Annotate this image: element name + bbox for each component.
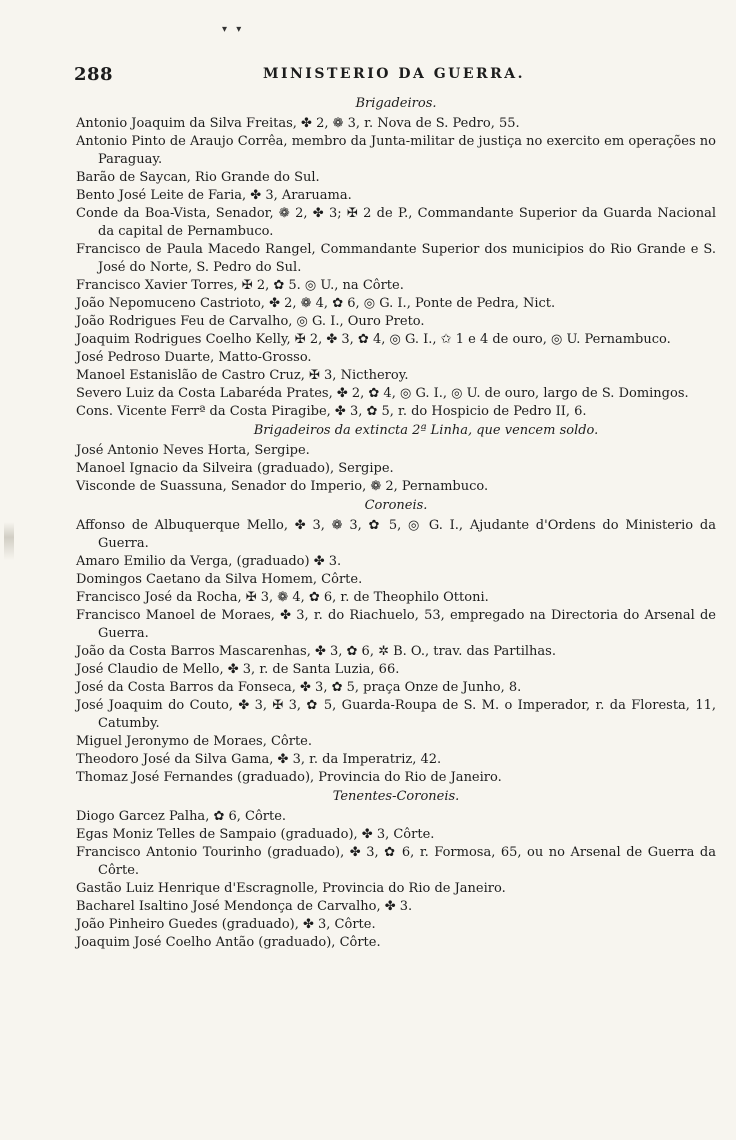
list-entry: Gastão Luiz Henrique d'Escragnolle, Provincia do Rio de Janeiro.	[76, 881, 506, 896]
list-entry: Amaro Emilio da Verga, (graduado) ✤ 3.	[76, 554, 342, 569]
running-head: MINISTERIO DA GUERRA.	[262, 66, 526, 82]
list-entry: Severo Luiz da Costa Labaréda Prates, ✤ 2, ✿ 4, ◎ G. I., ◎ U. de ouro, largo de S. Domingos.	[76, 386, 689, 401]
list-entry: Manoel Ignacio da Silveira (graduado), Sergipe.	[76, 461, 394, 476]
list-entry: José Antonio Neves Horta, Sergipe.	[76, 443, 310, 458]
list-entry: Barão de Saycan, Rio Grande do Sul.	[76, 170, 320, 185]
top-printer-mark: ▾ ▾	[222, 24, 245, 35]
list-entry: Bento José Leite de Faria, ✤ 3, Araruama.	[76, 188, 352, 203]
section-title: Coroneis.	[364, 498, 428, 513]
section	[76, 95, 716, 421]
list-entry: Conde da Boa-Vista, Senador, ❁ 2, ✤ 3; ✠ 2 de P., Commandante Superior da Guarda Nacional da capital de Pernambuco.	[76, 206, 716, 239]
list-entry: José Pedroso Duarte, Matto-Grosso.	[76, 350, 312, 365]
list-entry: Visconde de Suassuna, Senador do Imperio, ❁ 2, Pernambuco.	[76, 479, 489, 494]
list-entry: Francisco Xavier Torres, ✠ 2, ✿ 5. ◎ U., na Côrte.	[76, 278, 404, 293]
list-entry: José da Costa Barros da Fonseca, ✤ 3, ✿ 5, praça Onze de Junho, 8.	[76, 680, 522, 695]
page-number: 288	[74, 64, 114, 85]
list-entry: Joaquim Rodrigues Coelho Kelly, ✠ 2, ✤ 3, ✿ 4, ◎ G. I., ✩ 1 e 4 de ouro, ◎ U. Pernambuco.	[76, 332, 671, 347]
list-entry: Miguel Jeronymo de Moraes, Côrte.	[76, 734, 313, 749]
section-title: Brigadeiros.	[355, 96, 437, 111]
margin-stain	[4, 522, 14, 560]
list-entry: Antonio Joaquim da Silva Freitas, ✤ 2, ❁ 3, r. Nova de S. Pedro, 55.	[76, 116, 520, 131]
section-title: Brigadeiros da extincta 2ª Linha, que vencem soldo.	[253, 423, 599, 438]
list-entry: Domingos Caetano da Silva Homem, Côrte.	[76, 572, 363, 587]
list-entry: José Joaquim do Couto, ✤ 3, ✠ 3, ✿ 5, Guarda-Roupa de S. M. o Imperador, r. da Floresta, 11, Catumby.	[76, 698, 716, 731]
section	[76, 497, 716, 787]
list-entry: João da Costa Barros Mascarenhas, ✤ 3, ✿ 6, ✲ B. O., trav. das Partilhas.	[76, 644, 556, 659]
list-entry: Bacharel Isaltino José Mendonça de Carvalho, ✤ 3.	[76, 899, 413, 914]
list-entry: Thomaz José Fernandes (graduado), Provincia do Rio de Janeiro.	[76, 770, 502, 785]
list-entry: Francisco Manoel de Moraes, ✤ 3, r. do Riachuelo, 53, empregado na Directoria do Arsenal de Guerra.	[76, 608, 716, 641]
list-entry: João Pinheiro Guedes (graduado), ✤ 3, Côrte.	[76, 917, 376, 932]
section	[76, 422, 716, 496]
list-entry: Francisco José da Rocha, ✠ 3, ❁ 4, ✿ 6, r. de Theophilo Ottoni.	[76, 590, 489, 605]
list-entry: Affonso de Albuquerque Mello, ✤ 3, ❁ 3, ✿ 5, ◎ G. I., Ajudante d'Ordens do Ministerio da Guerra.	[76, 518, 716, 551]
list-entry: Manoel Estanislão de Castro Cruz, ✠ 3, Nictheroy.	[76, 368, 409, 383]
list-entry: Antonio Pinto de Araujo Corrêa, membro da Junta-militar de justiça no exercito em operações no Paraguay.	[76, 134, 716, 167]
list-entry: Egas Moniz Telles de Sampaio (graduado), ✤ 3, Côrte.	[76, 827, 435, 842]
list-entry: João Rodrigues Feu de Carvalho, ◎ G. I., Ouro Preto.	[76, 314, 425, 329]
list-entry: Diogo Garcez Palha, ✿ 6, Côrte.	[76, 809, 287, 824]
list-entry: Theodoro José da Silva Gama, ✤ 3, r. da Imperatriz, 42.	[76, 752, 442, 767]
list-entry: Cons. Vicente Ferrª da Costa Piragibe, ✤ 3, ✿ 5, r. do Hospicio de Pedro II, 6.	[76, 404, 587, 419]
body-text	[76, 94, 716, 952]
section	[76, 788, 716, 952]
list-entry: João Nepomuceno Castrioto, ✤ 2, ❁ 4, ✿ 6, ◎ G. I., Ponte de Pedra, Nict.	[76, 296, 556, 311]
page-header	[74, 64, 714, 88]
list-entry: Francisco Antonio Tourinho (graduado), ✤ 3, ✿ 6, r. Formosa, 65, ou no Arsenal de Guerra da Côrte.	[76, 845, 716, 878]
list-entry: José Claudio de Mello, ✤ 3, r. de Santa Luzia, 66.	[76, 662, 400, 677]
list-entry: Francisco de Paula Macedo Rangel, Commandante Superior dos municipios do Rio Grande e S. José do Norte, S. Pedro do Sul.	[76, 242, 716, 275]
section-title: Tenentes-Coroneis.	[332, 789, 460, 804]
list-entry: Joaquim José Coelho Antão (graduado), Côrte.	[76, 935, 381, 950]
